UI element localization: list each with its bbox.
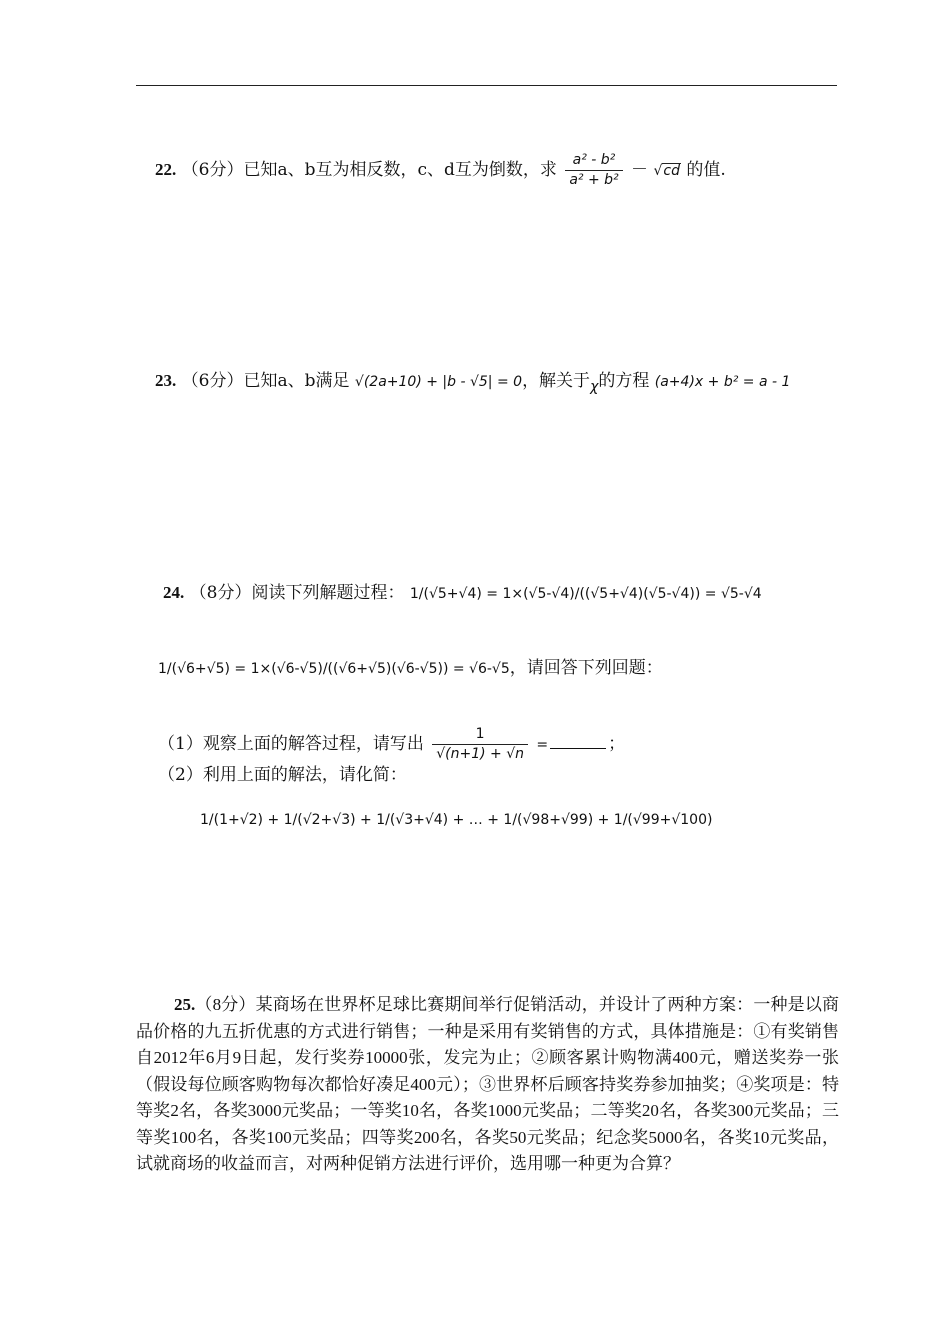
condition-expression: √(2a+10) + |b - √5| = 0 xyxy=(354,374,523,390)
question-24-sum xyxy=(200,806,712,833)
worked-example-1: 1/(√5+√4) = 1×(√5-√4)/((√5+√4)(√5-√4)) = √5-√4 xyxy=(409,586,762,602)
variable: χ xyxy=(590,379,599,395)
part-2-text: （2）利用上面的解法，请化简： xyxy=(158,765,407,785)
question-intro: （8分）阅读下列解题过程： xyxy=(189,583,405,603)
fraction-numerator: a² - b² xyxy=(572,152,616,168)
minus-sign: － xyxy=(631,159,649,180)
question-middle: ，解关于 xyxy=(522,371,591,391)
equation-expression: (a+4)x + b² = a - 1 xyxy=(654,374,791,390)
header-rule xyxy=(136,85,837,86)
question-text: （6分）已知a、b互为相反数，c、d互为倒数，求 xyxy=(181,159,557,180)
example-2-tail: ，请回答下列回题： xyxy=(509,658,663,678)
question-24-part-2 xyxy=(158,762,407,788)
worked-example-2: 1/(√6+√5) = 1×(√6-√5)/((√6+√5)(√6-√5)) = √6-√5 xyxy=(158,661,510,677)
question-22 xyxy=(155,152,726,189)
part-1-text: （1）观察上面的解答过程，请写出 xyxy=(158,733,424,754)
question-middle2: 的方程 xyxy=(598,371,650,391)
answer-blank[interactable] xyxy=(550,734,606,749)
general-fraction: $\frac{1}{√(n+1) + √n}$ xyxy=(432,726,528,763)
question-24-part-1: （1）观察上面的解答过程，请写出 $\frac{1}{√(n+1) + √n}$ = ； xyxy=(158,726,626,762)
question-number: 22. xyxy=(155,159,177,179)
radicand: cd xyxy=(663,162,680,179)
fraction-denominator: a² + b² xyxy=(565,170,622,189)
question-text: （6分）已知a、b满足 xyxy=(181,371,350,391)
question-25 xyxy=(136,992,839,1178)
question-number: 23. xyxy=(155,371,177,390)
question-24-example-2 xyxy=(158,655,663,682)
sqrt-cd: √cd xyxy=(653,162,680,179)
question-number: 24. xyxy=(163,583,185,602)
question-24-intro xyxy=(163,580,762,607)
question-number: 25. xyxy=(174,995,196,1014)
part-1-tail: ； xyxy=(608,733,626,754)
question-tail: 的值. xyxy=(686,159,726,180)
fraction-expression xyxy=(565,152,622,189)
sum-expression: 1/(1+√2) + 1/(√2+√3) + 1/(√3+√4) + … + 1/(√98+√99) + 1/(√99+√100) xyxy=(200,812,713,828)
question-23 xyxy=(155,368,790,400)
question-text: （8分）某商场在世界杯足球比赛期间举行促销活动，并设计了两种方案：一种是以商品价格的九五折优惠的方式进行销售；一种是采用有奖销售的方式，具体措施是：①有奖销售自2012年6月9日起，发行奖券10000张，发完为止；②顾客累计购物满400元，赠送奖券一张（假设每位顾客购物每次都恰好凑足400元）；③世界杯后顾客持奖券参加抽奖；④奖项是：特等奖2名，各奖3000元奖品；一等奖10名，各奖1000元奖品；二等奖20名，各奖300元奖品；三等奖100名，各奖100元奖品；四等奖200名，各奖50元奖品；纪念奖5000名，各奖10元奖品，试就商场的收益而言，对两种促销方法进行评价，选用哪一种更为合算？ xyxy=(136,995,839,1173)
